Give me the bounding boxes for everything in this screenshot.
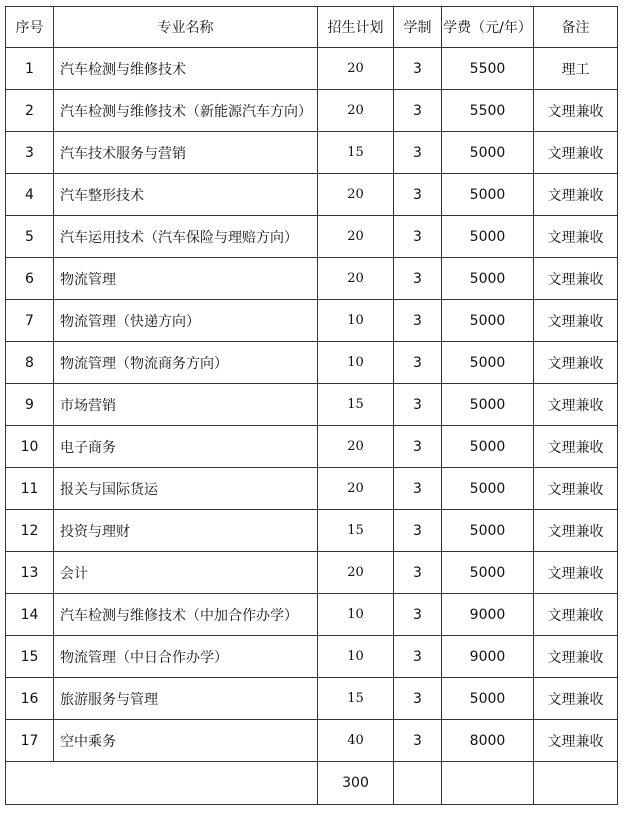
cell-note: 文理兼收 <box>534 174 618 216</box>
cell-index: 15 <box>6 636 54 678</box>
cell-index: 5 <box>6 216 54 258</box>
cell-note: 文理兼收 <box>534 594 618 636</box>
total-plan: 300 <box>318 762 394 805</box>
cell-index: 7 <box>6 300 54 342</box>
table-row <box>6 594 618 636</box>
header-major: 专业名称 <box>54 7 318 48</box>
cell-fee: 9000 <box>442 594 534 636</box>
cell-index: 2 <box>6 90 54 132</box>
cell-duration: 3 <box>394 132 442 174</box>
cell-note: 文理兼收 <box>534 342 618 384</box>
cell-index: 9 <box>6 384 54 426</box>
cell-major: 物流管理 <box>54 258 318 300</box>
total-label-cell <box>6 762 318 805</box>
cell-duration: 3 <box>394 48 442 90</box>
cell-fee: 5000 <box>442 468 534 510</box>
table-row <box>6 426 618 468</box>
cell-plan: 20 <box>318 552 394 594</box>
cell-fee: 5000 <box>442 678 534 720</box>
cell-note: 文理兼收 <box>534 720 618 762</box>
cell-index: 17 <box>6 720 54 762</box>
cell-index: 12 <box>6 510 54 552</box>
header-duration: 学制 <box>394 7 442 48</box>
cell-plan: 20 <box>318 426 394 468</box>
cell-fee: 5000 <box>442 426 534 468</box>
header-plan: 招生计划 <box>318 7 394 48</box>
table-row <box>6 48 618 90</box>
cell-plan: 20 <box>318 174 394 216</box>
cell-major: 汽车检测与维修技术（中加合作办学） <box>54 594 318 636</box>
cell-index: 13 <box>6 552 54 594</box>
cell-index: 1 <box>6 48 54 90</box>
cell-note: 文理兼收 <box>534 300 618 342</box>
header-note: 备注 <box>534 7 618 48</box>
cell-duration: 3 <box>394 216 442 258</box>
cell-duration: 3 <box>394 594 442 636</box>
cell-major: 市场营销 <box>54 384 318 426</box>
cell-plan: 10 <box>318 636 394 678</box>
total-fee-cell <box>442 762 534 805</box>
cell-fee: 5000 <box>442 552 534 594</box>
cell-fee: 5000 <box>442 510 534 552</box>
cell-major: 报关与国际货运 <box>54 468 318 510</box>
cell-index: 10 <box>6 426 54 468</box>
table-row <box>6 132 618 174</box>
cell-note: 文理兼收 <box>534 216 618 258</box>
cell-duration: 3 <box>394 342 442 384</box>
total-note-cell <box>534 762 618 805</box>
cell-plan: 15 <box>318 132 394 174</box>
table-row <box>6 174 618 216</box>
cell-plan: 15 <box>318 678 394 720</box>
table-row <box>6 216 618 258</box>
cell-plan: 10 <box>318 342 394 384</box>
cell-note: 文理兼收 <box>534 468 618 510</box>
cell-plan: 15 <box>318 384 394 426</box>
cell-plan: 20 <box>318 468 394 510</box>
table-row <box>6 384 618 426</box>
cell-index: 16 <box>6 678 54 720</box>
cell-plan: 20 <box>318 90 394 132</box>
cell-fee: 5000 <box>442 174 534 216</box>
cell-major: 空中乘务 <box>54 720 318 762</box>
cell-note: 文理兼收 <box>534 90 618 132</box>
cell-note: 文理兼收 <box>534 258 618 300</box>
cell-plan: 20 <box>318 258 394 300</box>
table-row <box>6 468 618 510</box>
cell-note: 文理兼收 <box>534 426 618 468</box>
enrollment-plan-table <box>5 6 618 805</box>
cell-duration: 3 <box>394 552 442 594</box>
cell-note: 文理兼收 <box>534 384 618 426</box>
cell-duration: 3 <box>394 384 442 426</box>
cell-fee: 8000 <box>442 720 534 762</box>
cell-note: 文理兼收 <box>534 636 618 678</box>
cell-fee: 9000 <box>442 636 534 678</box>
table-row <box>6 258 618 300</box>
cell-plan: 10 <box>318 594 394 636</box>
cell-duration: 3 <box>394 300 442 342</box>
cell-index: 4 <box>6 174 54 216</box>
cell-major: 汽车技术服务与营销 <box>54 132 318 174</box>
cell-note: 文理兼收 <box>534 678 618 720</box>
cell-index: 8 <box>6 342 54 384</box>
cell-plan: 10 <box>318 300 394 342</box>
cell-fee: 5000 <box>442 132 534 174</box>
cell-note: 理工 <box>534 48 618 90</box>
cell-note: 文理兼收 <box>534 552 618 594</box>
cell-plan: 15 <box>318 510 394 552</box>
cell-duration: 3 <box>394 426 442 468</box>
cell-major: 物流管理（中日合作办学） <box>54 636 318 678</box>
cell-fee: 5000 <box>442 342 534 384</box>
table-row <box>6 552 618 594</box>
cell-fee: 5500 <box>442 90 534 132</box>
cell-major: 物流管理（快递方向） <box>54 300 318 342</box>
cell-index: 11 <box>6 468 54 510</box>
cell-duration: 3 <box>394 510 442 552</box>
cell-major: 汽车运用技术（汽车保险与理赔方向） <box>54 216 318 258</box>
cell-major: 电子商务 <box>54 426 318 468</box>
cell-duration: 3 <box>394 468 442 510</box>
cell-major: 汽车检测与维修技术 <box>54 48 318 90</box>
cell-duration: 3 <box>394 720 442 762</box>
cell-index: 14 <box>6 594 54 636</box>
cell-major: 汽车整形技术 <box>54 174 318 216</box>
cell-fee: 5000 <box>442 300 534 342</box>
total-row <box>6 762 618 805</box>
table-row <box>6 720 618 762</box>
cell-plan: 20 <box>318 216 394 258</box>
header-row <box>6 7 618 48</box>
cell-plan: 40 <box>318 720 394 762</box>
cell-fee: 5500 <box>442 48 534 90</box>
table-row <box>6 678 618 720</box>
cell-note: 文理兼收 <box>534 510 618 552</box>
cell-index: 3 <box>6 132 54 174</box>
cell-index: 6 <box>6 258 54 300</box>
cell-duration: 3 <box>394 174 442 216</box>
cell-major: 旅游服务与管理 <box>54 678 318 720</box>
cell-plan: 20 <box>318 48 394 90</box>
table-row <box>6 342 618 384</box>
cell-major: 物流管理（物流商务方向） <box>54 342 318 384</box>
cell-duration: 3 <box>394 636 442 678</box>
header-index: 序号 <box>6 7 54 48</box>
total-duration-cell <box>394 762 442 805</box>
cell-major: 汽车检测与维修技术（新能源汽车方向） <box>54 90 318 132</box>
table-row <box>6 510 618 552</box>
table-row <box>6 90 618 132</box>
cell-fee: 5000 <box>442 216 534 258</box>
cell-fee: 5000 <box>442 258 534 300</box>
header-fee: 学费（元/年） <box>442 7 534 48</box>
cell-duration: 3 <box>394 90 442 132</box>
table-body <box>6 48 618 762</box>
cell-fee: 5000 <box>442 384 534 426</box>
cell-note: 文理兼收 <box>534 132 618 174</box>
table-row <box>6 300 618 342</box>
cell-major: 投资与理财 <box>54 510 318 552</box>
cell-duration: 3 <box>394 678 442 720</box>
table-row <box>6 636 618 678</box>
cell-major: 会计 <box>54 552 318 594</box>
cell-duration: 3 <box>394 258 442 300</box>
